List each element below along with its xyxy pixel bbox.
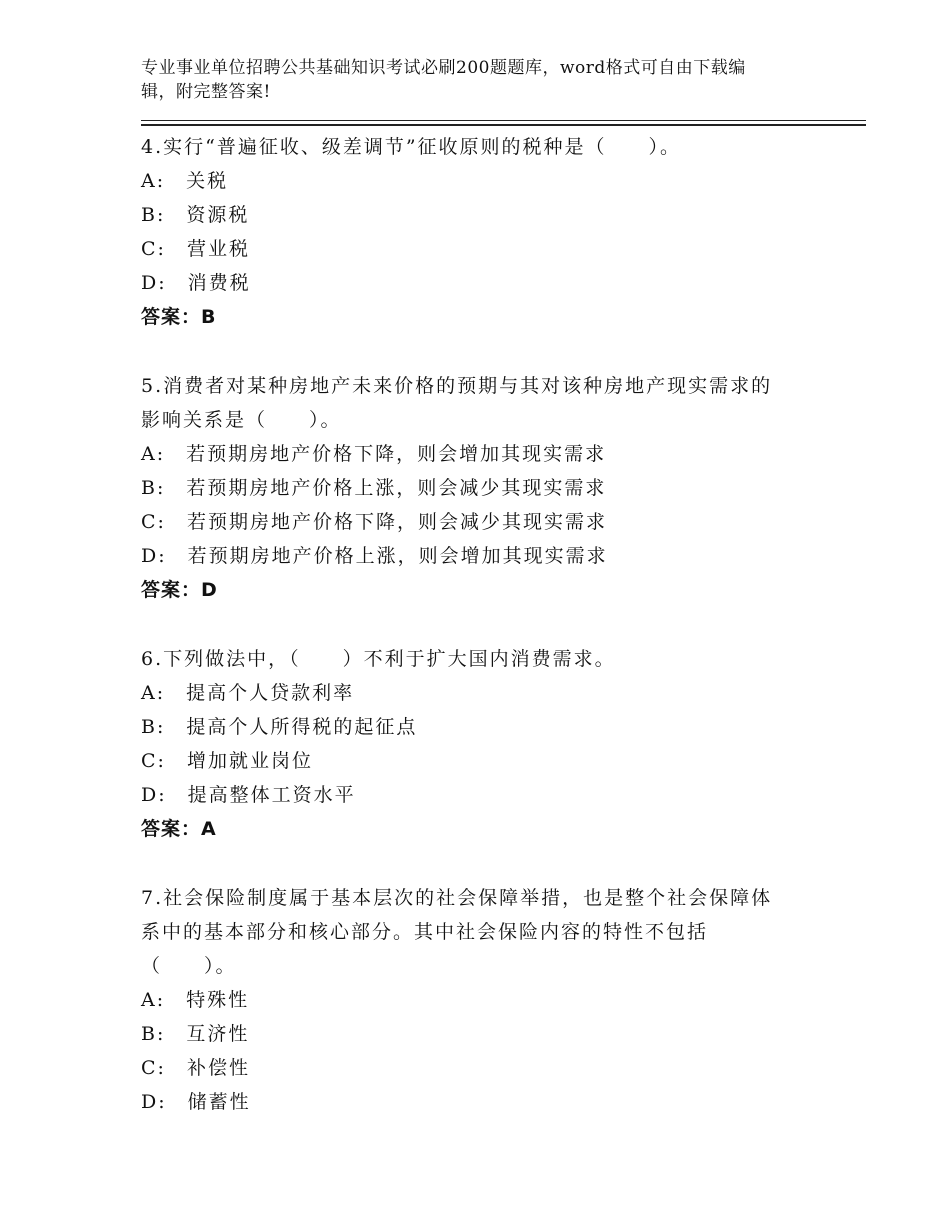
option-d: D: 储蓄性 [141, 1091, 251, 1113]
option-b: B: 提高个人所得税的起征点 [141, 716, 418, 738]
question-list [141, 130, 821, 1119]
header-line-2: 辑，附完整答案! [141, 82, 271, 102]
option-b: B: 互济性 [141, 1023, 250, 1045]
answer: 答案：B [141, 306, 217, 328]
option-c: C: 增加就业岗位 [141, 750, 313, 772]
question-5 [141, 369, 821, 607]
option-d: D: 消费税 [141, 272, 251, 294]
answer: 答案：D [141, 579, 218, 601]
option-a: A: 特殊性 [141, 989, 250, 1011]
option-b: B: 资源税 [141, 204, 250, 226]
header-rule-thick [141, 124, 866, 126]
question-stem-cont: （ ）。 [141, 955, 237, 977]
option-a: A: 提高个人贷款利率 [141, 682, 355, 704]
option-a: A: 若预期房地产价格下降，则会增加其现实需求 [141, 443, 607, 465]
option-c: C: 营业税 [141, 238, 250, 260]
question-stem: 5.消费者对某种房地产未来价格的预期与其对该种房地产现实需求的 [141, 375, 773, 397]
answer: 答案：A [141, 818, 217, 840]
question-4 [141, 130, 821, 334]
option-a: A: 关税 [141, 170, 229, 192]
option-b: B: 若预期房地产价格上涨，则会减少其现实需求 [141, 477, 607, 499]
question-stem: 4.实行“普遍征收、级差调节”征收原则的税种是（ ）。 [141, 136, 682, 158]
option-c: C: 补偿性 [141, 1057, 250, 1079]
question-stem: 6.下列做法中，（ ）不利于扩大国内消费需求。 [141, 648, 616, 670]
page-header [141, 56, 791, 104]
question-stem: 7.社会保险制度属于基本层次的社会保障举措，也是整个社会保障体 [141, 887, 773, 909]
option-c: C: 若预期房地产价格下降，则会减少其现实需求 [141, 511, 607, 533]
header-rule-thin [141, 120, 866, 121]
option-d: D: 提高整体工资水平 [141, 784, 356, 806]
option-d: D: 若预期房地产价格上涨，则会增加其现实需求 [141, 545, 608, 567]
question-stem-cont: 影响关系是（ ）。 [141, 409, 342, 431]
question-7 [141, 881, 821, 1119]
question-stem-cont: 系中的基本部分和核心部分。其中社会保险内容的特性不包括 [141, 921, 709, 943]
header-line-1: 专业事业单位招聘公共基础知识考试必刷200题题库，word格式可自由下载编 [141, 58, 746, 78]
question-6 [141, 642, 821, 846]
